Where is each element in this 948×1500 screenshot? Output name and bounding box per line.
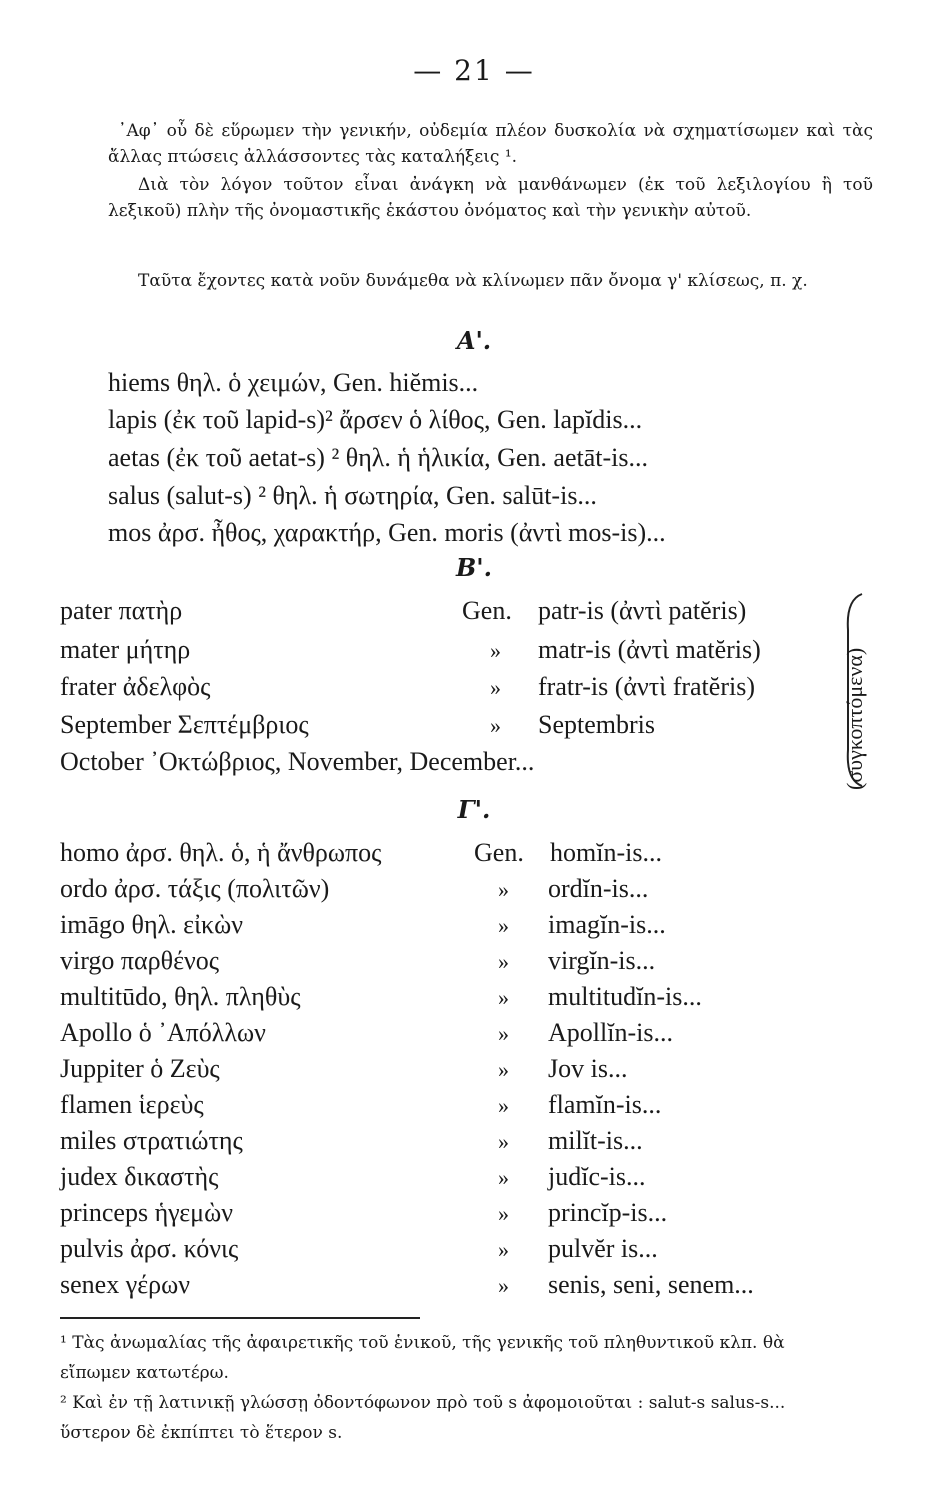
- page-number: — 21 —: [413, 54, 535, 87]
- section-b-row-left: mater μήτηρ: [60, 635, 191, 664]
- section-c-row-left: pulvis ἀρσ. κόνις: [60, 1234, 239, 1263]
- section-c-row-mark: »: [498, 1021, 509, 1046]
- section-a-row: lapis (ἐκ τοῦ lapid-s)² ἄρσεν ὁ λίθος, Gen. lapĭdis...: [108, 405, 643, 434]
- section-c-row-right: homĭn-is...: [550, 838, 662, 867]
- section-c-heading: Γ'.: [457, 795, 491, 824]
- section-a-heading: Α'.: [456, 326, 492, 355]
- section-c-row-mark: Gen.: [474, 838, 524, 867]
- section-c-row-left: miles στρατιώτης: [60, 1126, 243, 1155]
- section-a-row: salus (salut-s) ² θηλ. ἡ σωτηρία, Gen. salūt-is...: [108, 481, 597, 510]
- section-c-row-mark: »: [498, 1201, 509, 1226]
- section-c-row-right: Jov is...: [548, 1054, 628, 1083]
- section-c-row-left: senex γέρων: [60, 1270, 190, 1299]
- section-c-row-left: flamen ἱερεὺς: [60, 1090, 204, 1119]
- footnote-1: ¹ Τὰς ἀνωμαλίας τῆς ἀφαιρετικῆς τοῦ ἑνικοῦ, τῆς γενικῆς τοῦ πληθυντικοῦ κλπ. θὰ εἴπωμεν κατωτέρω.: [60, 1333, 785, 1383]
- section-c-row-right: judĭc-is...: [548, 1162, 646, 1191]
- section-a-row: aetas (ἐκ τοῦ aetat-s) ² θηλ. ἡ ἡλικία, Gen. aetāt-is...: [108, 443, 648, 472]
- section-a-row: hiems θηλ. ὁ χειμών, Gen. hiĕmis...: [108, 368, 479, 397]
- section-c-row-right: pulvĕr is...: [548, 1234, 658, 1263]
- section-c-row-right: imagĭn-is...: [548, 910, 666, 939]
- section-b-row-right: patr-is (ἀντὶ patĕris): [538, 596, 747, 625]
- section-c-row-mark: »: [498, 1273, 509, 1298]
- section-c-row-right: virgĭn-is...: [548, 946, 656, 975]
- section-a-row: mos ἀρσ. ἦθος, χαρακτήρ, Gen. moris (ἀντὶ mos-is)...: [108, 518, 666, 547]
- section-c-row-left: homo ἀρσ. θηλ. ὁ, ἡ ἄνθρωπος: [60, 838, 382, 867]
- section-c-row-right: flamĭn-is...: [548, 1090, 662, 1119]
- section-c-row-left: Apollo ὁ ᾿Απόλλων: [60, 1018, 266, 1047]
- section-b-row-right: matr-is (ἀντὶ matĕris): [538, 635, 761, 664]
- section-b-row-right: fratr-is (ἀντὶ fratĕris): [538, 672, 755, 701]
- section-c-row-mark: »: [498, 985, 509, 1010]
- footnote-divider: [60, 1317, 420, 1319]
- section-c-row-left: virgo παρθένος: [60, 946, 220, 975]
- section-c-row-mark: »: [498, 1093, 509, 1118]
- footnote-2: ² Καὶ ἐν τῇ λατινικῇ γλώσσῃ ὀδοντόφωνον πρὸ τοῦ s ἀφομοιοῦται : salut-s salus-s... ὕστερον δὲ ἐκπίπτει τὸ ἕτερον s.: [60, 1393, 786, 1443]
- section-b-row-mark: »: [490, 713, 501, 738]
- section-c-row-right: princĭp-is...: [548, 1198, 668, 1227]
- section-b-row-left: September Σεπτέμβριος: [60, 710, 309, 739]
- section-b-row-mark: »: [490, 675, 501, 700]
- section-c-row-mark: »: [498, 1129, 509, 1154]
- section-c-row-left: imāgo θηλ. εἰκὼν: [60, 910, 244, 939]
- section-c-row-left: judex δικαστὴς: [60, 1162, 219, 1191]
- section-c-row-right: Apollĭn-is...: [548, 1018, 673, 1047]
- section-b-last-row: October ᾿Οκτώβριος, November, December...: [60, 747, 535, 776]
- bracket-label: (συγκοπτόμενα): [842, 647, 867, 790]
- section-c-row-mark: »: [498, 1057, 509, 1082]
- section-c-row-mark: »: [498, 877, 509, 902]
- section-b-row-right: Septembris: [538, 710, 655, 739]
- paragraph-3: Ταῦτα ἔχοντες κατὰ νοῦν δυνάμεθα νὰ κλίνωμεν πᾶν ὄνομα γ' κλίσεως, π. χ.: [138, 271, 808, 291]
- section-b-row-mark: Gen.: [462, 596, 512, 625]
- section-c-row-mark: »: [498, 1165, 509, 1190]
- section-b-row-left: frater ἀδελφὸς: [60, 672, 211, 701]
- section-b-row-mark: »: [490, 638, 501, 663]
- paragraph-2: Διὰ τὸν λόγον τοῦτον εἶναι ἀνάγκη νὰ μανθάνωμεν (ἐκ τοῦ λεξιλογίου ἢ τοῦ λεξικοῦ) πλὴν τῆς ὀνομαστικῆς ἑκάστου ὀνόματος καὶ τὴν γενικὴν αὐτοῦ.: [108, 175, 873, 221]
- section-c-row-mark: »: [498, 1237, 509, 1262]
- section-c-row-left: ordo ἀρσ. τάξις (πολιτῶν): [60, 874, 330, 903]
- section-c-row-left: multitūdo, θηλ. πληθὺς: [60, 982, 301, 1011]
- section-b-heading: Β'.: [456, 553, 492, 582]
- section-c-row-mark: »: [498, 949, 509, 974]
- section-c-row-left: princeps ἡγεμὼν: [60, 1198, 233, 1227]
- section-c-row-right: multitudĭn-is...: [548, 982, 702, 1011]
- section-c-row-right: ordĭn-is...: [548, 874, 649, 903]
- section-c-row-left: Juppiter ὁ Ζεὺς: [60, 1054, 220, 1083]
- paragraph-1: ᾿Αφ᾿ οὗ δὲ εὕρωμεν τὴν γενικήν, οὐδεμία πλέον δυσκολία νὰ σχηματίσωμεν καὶ τὰς ἄλλας πτώσεις ἀλλάσσοντες τὰς καταλήξεις ¹.: [108, 121, 873, 167]
- section-c-row-mark: »: [498, 913, 509, 938]
- section-c-row-right: milĭt-is...: [548, 1126, 643, 1155]
- section-b-row-left: pater πατὴρ: [60, 596, 183, 625]
- section-c-row-right: senis, seni, senem...: [548, 1270, 754, 1299]
